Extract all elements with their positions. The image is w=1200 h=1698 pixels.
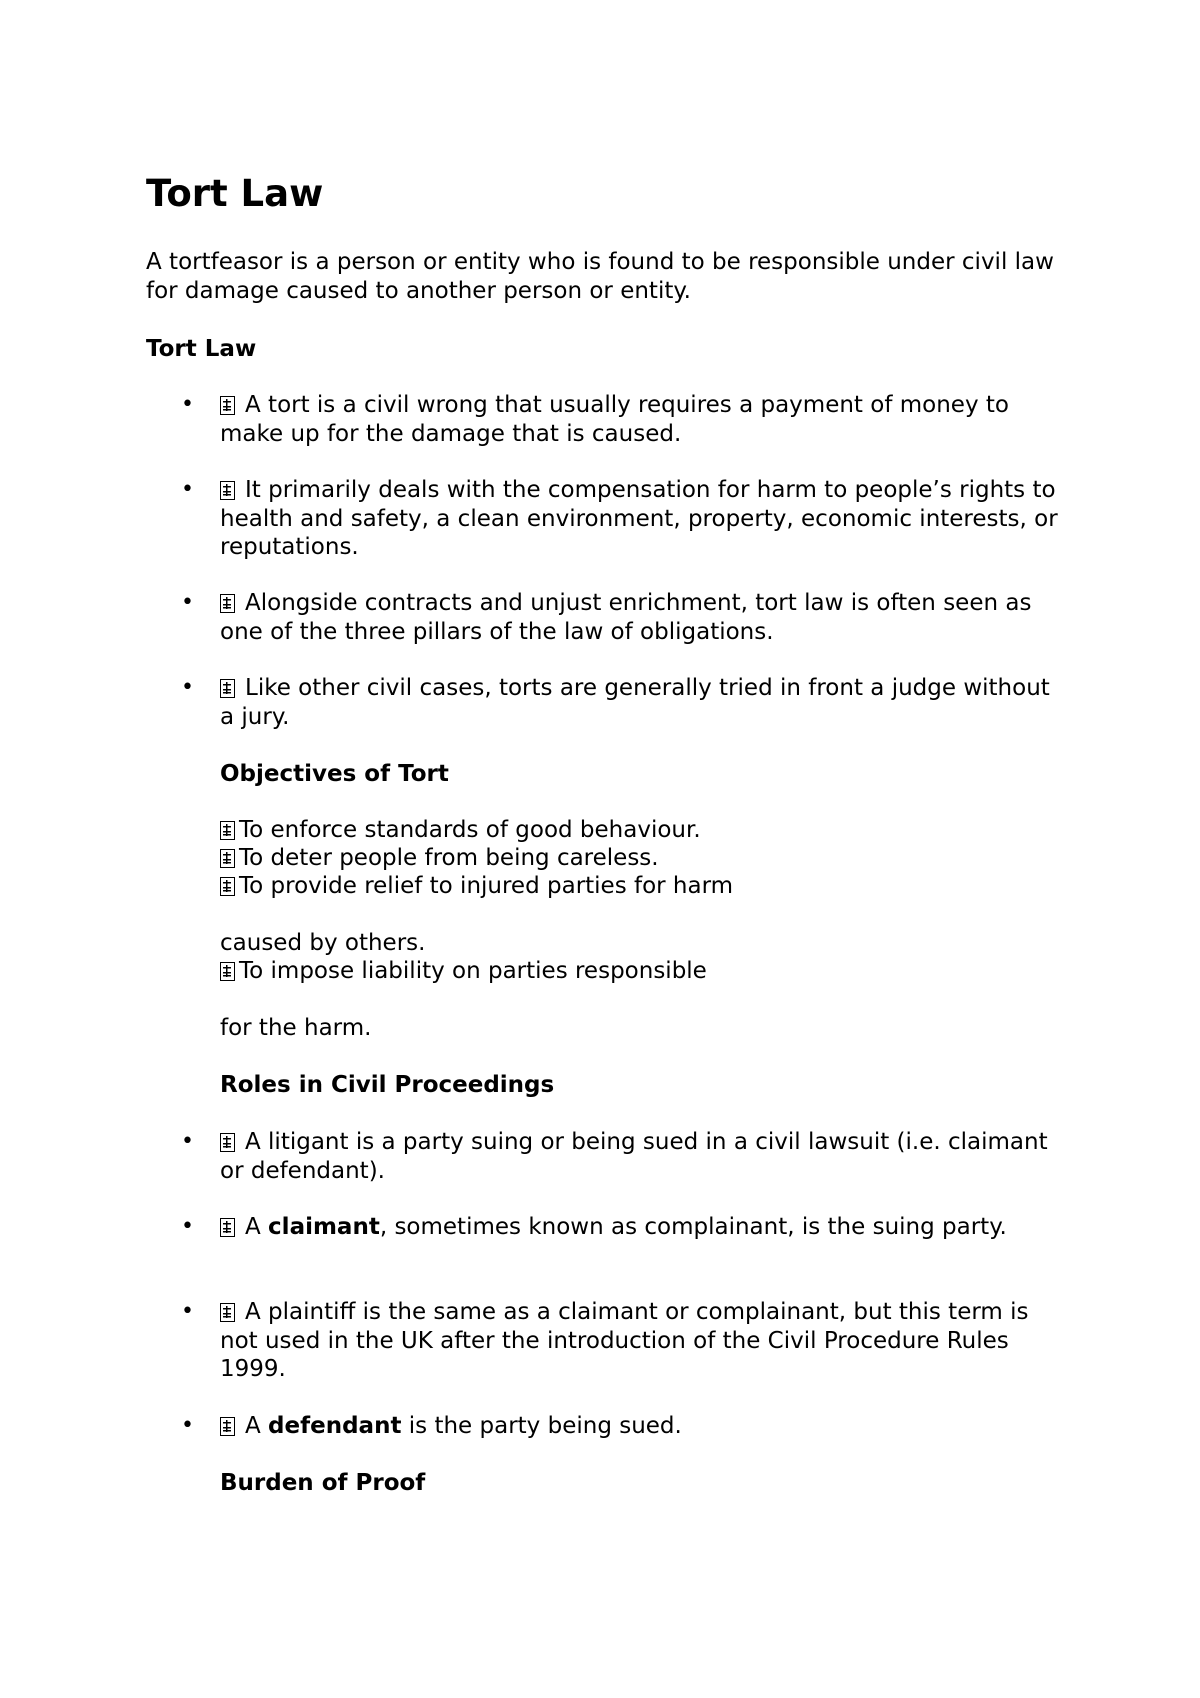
list-item (220, 1298, 1070, 1384)
objective-line (220, 872, 1070, 901)
unknown-glyph-icon (220, 1133, 235, 1152)
unknown-glyph-icon (220, 1303, 235, 1322)
list-item (220, 1128, 1070, 1185)
bullet-marker: • (181, 1214, 194, 1239)
bullet-marker: • (181, 1129, 194, 1154)
list-item-text: A litigant is a party suing or being sued in a civil lawsuit (i.e. claimant or defendant). (220, 1129, 1048, 1184)
list-item-text: A plaintiff is the same as a claimant or complainant, but this term is not used in the UK after the introduction of the Civil Procedure Rules 1999. (220, 1299, 1029, 1382)
list-item (220, 589, 1070, 646)
unknown-glyph-icon (220, 679, 235, 698)
unknown-glyph-icon (220, 481, 235, 500)
objective-text: To provide relief to injured parties for harm (239, 873, 734, 899)
bullet-marker: • (181, 477, 194, 502)
term-defendant: defendant (268, 1413, 402, 1439)
unknown-glyph-icon (220, 962, 235, 981)
bullet-marker: • (181, 675, 194, 700)
unknown-glyph-icon (220, 1417, 235, 1436)
list-item-text: A (245, 1413, 269, 1439)
objective-text: To impose liability on parties responsible (239, 958, 707, 984)
list-item-text: Alongside contracts and unjust enrichment, tort law is often seen as one of the three pillars of the law of obligations. (220, 590, 1032, 645)
objective-line (220, 844, 1070, 873)
bullet-marker: • (181, 590, 194, 615)
objective-continuation: for the harm. (220, 1015, 372, 1041)
unknown-glyph-icon (220, 877, 235, 896)
section-heading-burden-of-proof: Burden of Proof (220, 1470, 426, 1496)
list-item (220, 1412, 1070, 1441)
objective-line (220, 957, 1070, 986)
objective-line (220, 816, 1070, 845)
list-item-text: is the party being sued. (401, 1413, 682, 1439)
list-item-text: A tort is a civil wrong that usually requires a payment of money to make up for the damage that is caused. (220, 392, 1009, 447)
list-item-text: A (245, 1214, 269, 1240)
objective-text: To deter people from being careless. (239, 845, 659, 871)
page-title: Tort Law (146, 172, 324, 215)
unknown-glyph-icon (220, 594, 235, 613)
section-heading-roles: Roles in Civil Proceedings (220, 1072, 555, 1098)
objective-continuation: caused by others. (220, 930, 426, 956)
unknown-glyph-icon (220, 821, 235, 840)
list-item-text: It primarily deals with the compensation for harm to people’s rights to health and safety, a clean environment, property, economic interests, or reputations. (220, 477, 1058, 560)
list-item (220, 1213, 1070, 1242)
unknown-glyph-icon (220, 849, 235, 868)
intro-paragraph: A tortfeasor is a person or entity who is found to be responsible under civil law for damage caused to another person or entity. (146, 249, 1054, 304)
bullet-marker: • (181, 1299, 194, 1324)
bullet-marker: • (181, 1413, 194, 1438)
section-heading-objectives: Objectives of Tort (220, 761, 449, 787)
list-item-text: Like other civil cases, torts are generally tried in front a judge without a jury. (220, 675, 1050, 730)
objective-text: To enforce standards of good behaviour. (239, 817, 701, 843)
list-item (220, 391, 1070, 448)
bullet-marker: • (181, 392, 194, 417)
list-item (220, 476, 1070, 562)
unknown-glyph-icon (220, 396, 235, 415)
unknown-glyph-icon (220, 1218, 235, 1237)
list-item (220, 674, 1070, 731)
term-claimant: claimant (268, 1214, 380, 1240)
section-heading-tort-law: Tort Law (146, 336, 257, 362)
list-item-text: , sometimes known as complainant, is the suing party. (379, 1214, 1007, 1240)
